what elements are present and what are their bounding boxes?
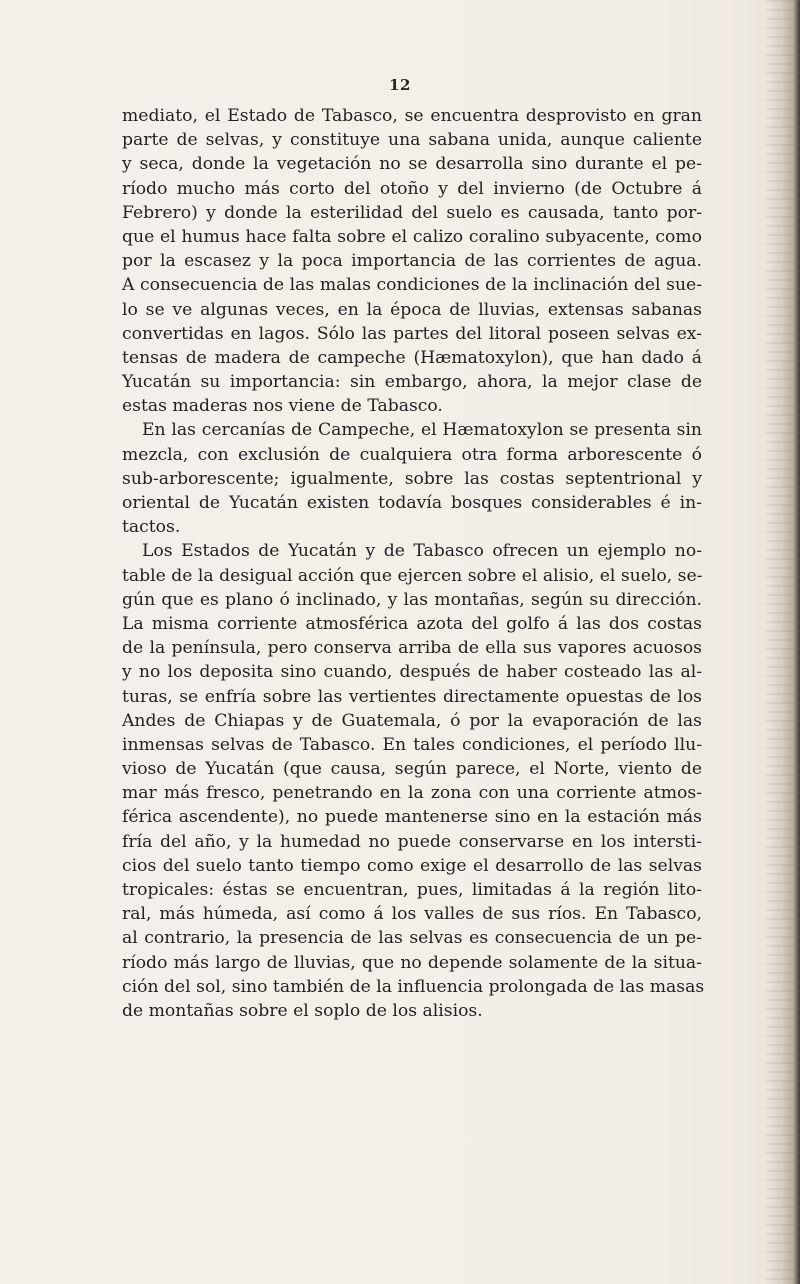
text-line: ción del sol, sino también de la influencia prolongada de las masas xyxy=(122,976,705,997)
text-line: Andes de Chiapas y de Guatemala, ó por la evaporación de las xyxy=(122,710,702,731)
text-line: A consecuencia de las malas condiciones de la inclinación del sue- xyxy=(122,275,702,296)
text-line: sub-arborescente; igualmente, sobre las costas septentrional y xyxy=(122,468,702,489)
text-line: turas, se enfría sobre las vertientes directamente opuestas de los xyxy=(122,686,702,707)
text-line: tropicales: éstas se encuentran, pues, limitadas á la región lito- xyxy=(122,880,702,900)
text-line: inmensas selvas de Tabasco. En tales condiciones, el período llu- xyxy=(122,734,702,755)
text-line: Yucatán su importancia: sin embargo, ahora, la mejor clase de xyxy=(122,372,702,393)
text-line: de montañas sobre el soplo de los alisios. xyxy=(122,1000,483,1021)
text-line: parte de selvas, y constituye una sabana unida, aunque caliente xyxy=(122,130,702,151)
text-line: tensas de madera de campeche (Hæmatoxylon), que han dado á xyxy=(122,347,702,368)
text-line: vioso de Yucatán (que causa, según parece, el Norte, viento de xyxy=(122,759,702,780)
page-edge xyxy=(766,0,800,1284)
text-line: ríodo más largo de lluvias, que no depende solamente de la situa- xyxy=(122,952,702,973)
text-line: que el humus hace falta sobre el calizo coralino subyacente, como xyxy=(122,226,702,247)
text-line: fría del año, y la humedad no puede conservarse en los intersti- xyxy=(122,831,702,852)
text-line: En las cercanías de Campeche, el Hæmatoxylon se presenta sin xyxy=(142,420,702,441)
text-line: al contrario, la presencia de las selvas es consecuencia de un pe- xyxy=(122,928,702,949)
text-line: y no los deposita sino cuando, después de haber costeado las al- xyxy=(122,662,702,683)
text-line: table de la desigual acción que ejercen sobre el alisio, el suelo, se- xyxy=(122,565,703,586)
text-line: lo se ve algunas veces, en la época de lluvias, extensas sabanas xyxy=(122,299,702,320)
text-line: mezcla, con exclusión de cualquiera otra forma arborescente ó xyxy=(122,444,702,465)
page-number: 12 xyxy=(389,76,411,94)
text-line: de la península, pero conserva arriba de ella sus vapores acuosos xyxy=(122,638,702,659)
text-line: y seca, donde la vegetación no se desarrolla sino durante el pe- xyxy=(122,154,702,175)
text-line: ríodo mucho más corto del otoño y del invierno (de Octubre á xyxy=(122,178,702,199)
text-line: tactos. xyxy=(122,517,181,538)
text-line: férica ascendente), no puede mantenerse sino en la estación más xyxy=(122,807,702,828)
text-line: La misma corriente atmosférica azota del golfo á las dos costas xyxy=(122,613,702,634)
text-line: estas maderas nos viene de Tabasco. xyxy=(122,396,443,417)
text-line: gún que es plano ó inclinado, y las montañas, según su dirección. xyxy=(122,589,702,610)
text-line: por la escasez y la poca importancia de las corrientes de agua. xyxy=(122,251,702,272)
text-line: convertidas en lagos. Sólo las partes del litoral poseen selvas ex- xyxy=(122,323,702,344)
body-text xyxy=(122,104,705,1023)
text-line: oriental de Yucatán existen todavía bosques considerables é in- xyxy=(122,493,702,513)
text-line: mar más fresco, penetrando en la zona con una corriente atmos- xyxy=(122,783,702,804)
text-line: ral, más húmeda, así como á los valles de sus ríos. En Tabasco, xyxy=(122,904,702,925)
text-line: mediato, el Estado de Tabasco, se encuentra desprovisto en gran xyxy=(122,106,702,126)
text-line: cios del suelo tanto tiempo como exige el desarrollo de las selvas xyxy=(122,855,702,876)
text-line: Febrero) y donde la esterilidad del suelo es causada, tanto por- xyxy=(122,202,702,223)
text-line: Los Estados de Yucatán y de Tabasco ofrecen un ejemplo no- xyxy=(142,541,702,562)
